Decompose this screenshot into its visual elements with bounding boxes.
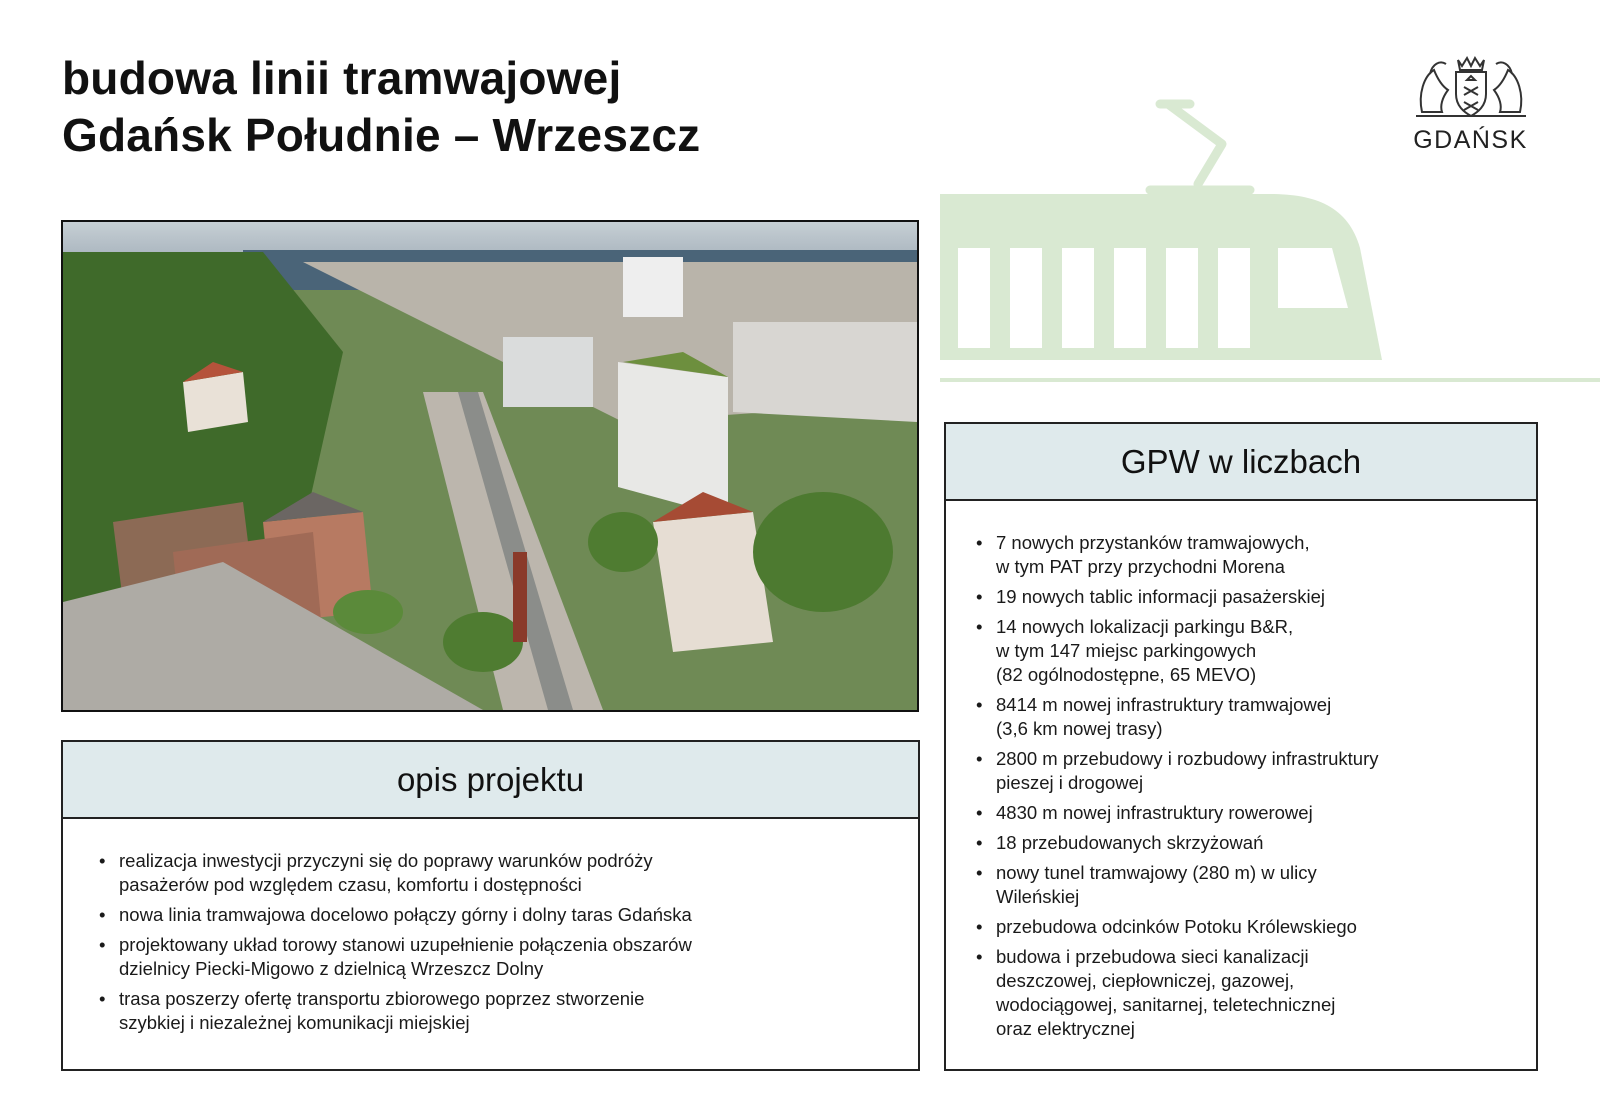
list-item: • 4830 m nowej infrastruktury rowerowej — [974, 801, 1536, 825]
gpw-numbers-heading: GPW w liczbach — [946, 424, 1536, 501]
list-item: • 2800 m przebudowy i rozbudowy infrastruktury pieszej i drogowej — [974, 747, 1536, 795]
list-item: • nowa linia tramwajowa docelowo połączy górny i dolny taras Gdańska — [97, 903, 918, 927]
list-item: • realizacja inwestycji przyczyni się do poprawy warunków podróży pasażerów pod względem czasu, komfortu i dostępności — [97, 849, 918, 897]
list-item: • 19 nowych tablic informacji pasażerskiej — [974, 585, 1536, 609]
tram-icon — [940, 98, 1600, 398]
list-item: • 14 nowych lokalizacji parkingu B&R, w tym 147 miejsc parkingowych (82 ogólnodostępne, 65 MEVO) — [974, 615, 1536, 687]
list-item: • trasa poszerzy ofertę transportu zbiorowego poprzez stworzenie szybkiej i niezależnej komunikacji miejskiej — [97, 987, 918, 1035]
list-item: • 8414 m nowej infrastruktury tramwajowej (3,6 km nowej trasy) — [974, 693, 1536, 741]
project-description-panel — [61, 740, 920, 1071]
list-item: • przebudowa odcinków Potoku Królewskiego — [974, 915, 1536, 939]
aerial-rendering-image — [61, 220, 919, 712]
logo-text: GDAŃSK — [1413, 126, 1528, 154]
list-item: • 18 przebudowanych skrzyżowań — [974, 831, 1536, 855]
gpw-numbers-panel — [944, 422, 1538, 1071]
page-title — [62, 50, 700, 164]
project-description-heading: opis projektu — [63, 742, 918, 819]
list-item: • budowa i przebudowa sieci kanalizacji deszczowej, ciepłowniczej, gazowej, wodociągowej, sanitarnej, teletechnicznej oraz elektrycznej — [974, 945, 1536, 1041]
title-line-1: budowa linii tramwajowej — [62, 52, 622, 104]
list-item: • 7 nowych przystanków tramwajowych, w tym PAT przy przychodni Morena — [974, 531, 1536, 579]
project-description-list — [63, 819, 918, 1035]
title-line-2: Gdańsk Południe – Wrzeszcz — [62, 109, 701, 161]
gpw-numbers-list — [946, 501, 1536, 1041]
list-item: • nowy tunel tramwajowy (280 m) w ulicy Wileńskiej — [974, 861, 1536, 909]
list-item: • projektowany układ torowy stanowi uzupełnienie połączenia obszarów dzielnicy Piecki-Migowo z dzielnicą Wrzeszcz Dolny — [97, 933, 918, 981]
